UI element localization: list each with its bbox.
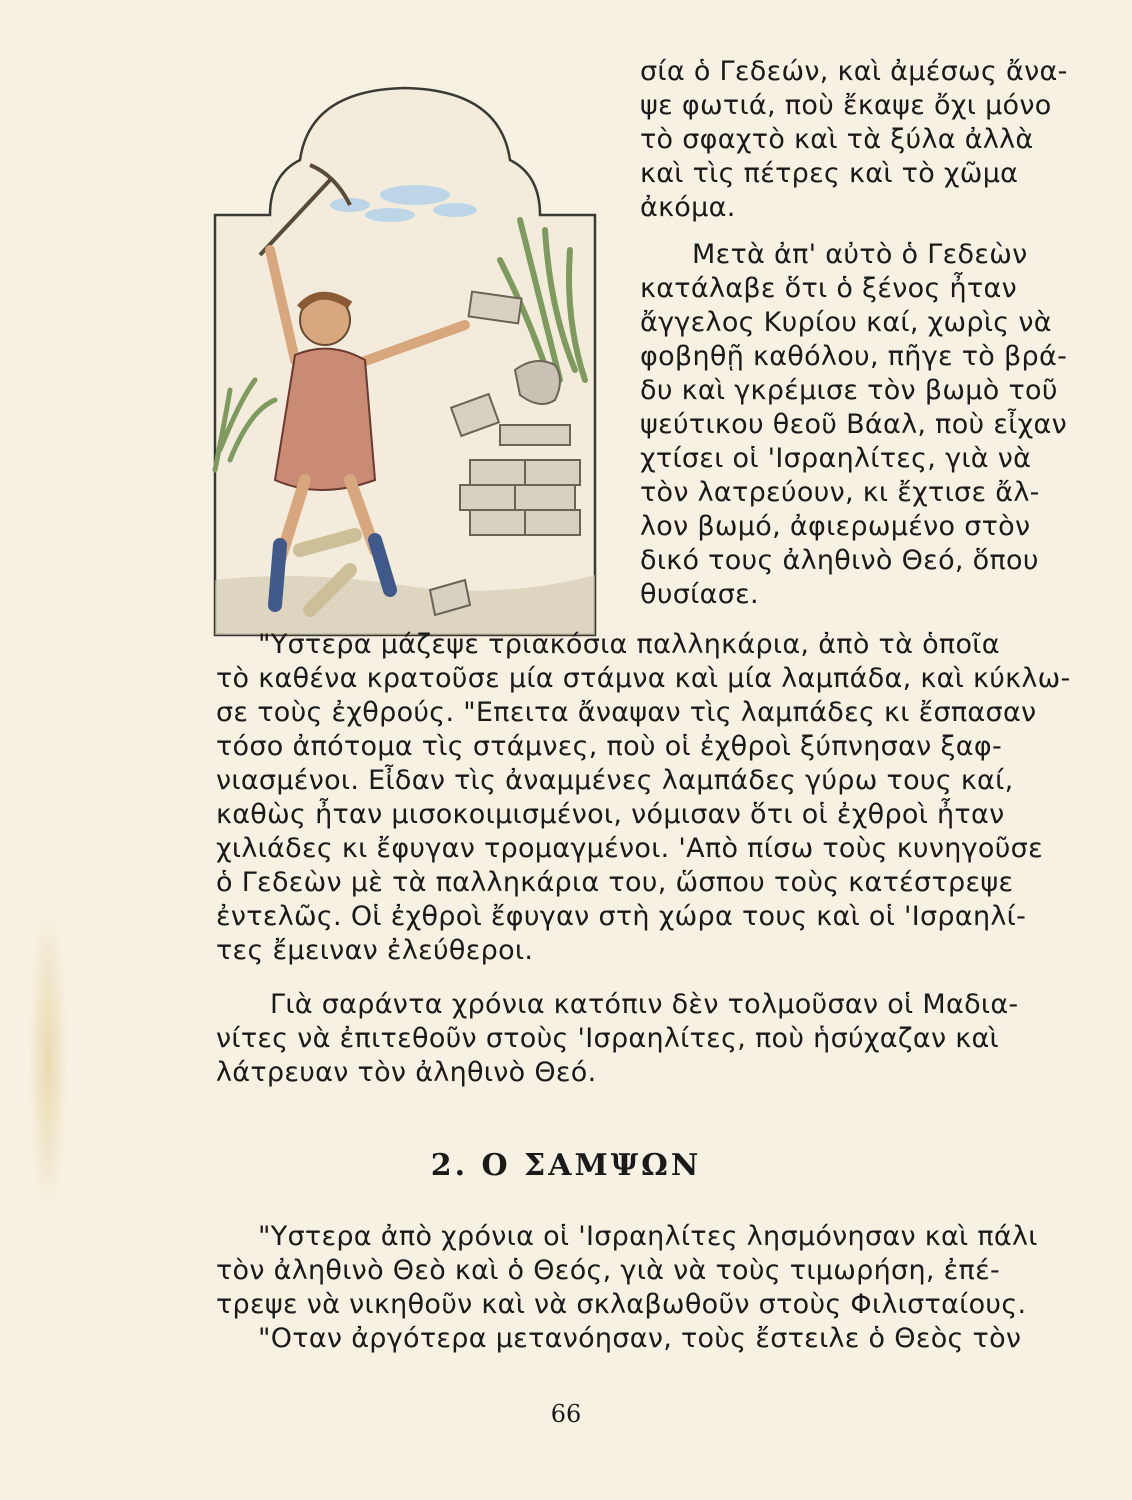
section-heading: 2. Ο ΣΑΜΨΩΝ — [430, 1148, 702, 1183]
text-line: σία ὁ Γεδεών, καὶ ἀμέσως ἄνα- — [640, 56, 1068, 87]
text-line: ψε φωτιά, ποὺ ἔκαψε ὄχι μόνο — [640, 90, 1052, 121]
text-line: ὁ Γεδεὼν μὲ τὰ παλληκάρια του, ὥσπου τοὺς κατέστρεψε — [216, 867, 1014, 898]
text-line: τες ἔμειναν ἐλεύθεροι. — [216, 935, 534, 966]
text-line: Μετὰ ἀπ' αὐτὸ ὁ Γεδεὼν — [692, 239, 1028, 270]
gideon-illustration — [200, 80, 610, 640]
text-line: λάτρευαν τὸν ἀληθινὸ Θεό. — [216, 1057, 597, 1088]
text-line: σε τοὺς ἐχθρούς. "Επειτα ἄναψαν τὶς λαμπάδες κι ἔσπασαν — [216, 697, 1037, 728]
text-line: ἄγγελος Κυρίου καί, χωρὶς νὰ — [640, 307, 1052, 338]
text-line: "Υστερα μάζεψε τριακόσια παλληκάρια, ἀπὸ τὰ ὁποῖα — [258, 629, 1000, 660]
text-line: καθὼς ἦταν μισοκοιμισμένοι, νόμισαν ὅτι οἱ ἐχθροὶ ἦταν — [216, 799, 1005, 830]
text-line: δυ καὶ γκρέμισε τὸν βωμὸ τοῦ — [640, 375, 1058, 406]
text-line: τόσο ἀπότομα τὶς στάμνες, ποὺ οἱ ἐχθροὶ ξύπνησαν ξαφ- — [216, 731, 1003, 762]
text-line: νίτες νὰ ἐπιτεθοῦν στοὺς 'Ισραηλίτες, ποὺ ἡσύχαζαν καὶ — [216, 1023, 999, 1054]
text-line: χτίσει οἱ 'Ισραηλίτες, γιὰ νὰ — [640, 443, 1032, 474]
text-line: κατάλαβε ὅτι ὁ ξένος ἦταν — [640, 273, 1017, 304]
text-line: νιασμένοι. Εἶδαν τὶς ἀναμμένες λαμπάδες γύρω τους καί, — [216, 765, 1014, 796]
text-line: Γιὰ σαράντα χρόνια κατόπιν δὲν τολμοῦσαν οἱ Μαδια- — [270, 989, 1019, 1020]
text-line: τὸν ἀληθινὸ Θεὸ καὶ ὁ Θεός, γιὰ νὰ τοὺς τιμωρήση, ἐπέ- — [216, 1255, 1001, 1286]
text-line: "Υστερα ἀπὸ χρόνια οἱ 'Ισραηλίτες λησμόνησαν καὶ πάλι — [258, 1221, 1038, 1252]
text-line: ἀκόμα. — [640, 192, 736, 223]
text-line: ψεύτικου θεοῦ Βάαλ, ποὺ εἶχαν — [640, 409, 1068, 440]
cloud — [380, 185, 450, 205]
text-line: τρεψε νὰ νικηθοῦν καὶ νὰ σκλαβωθοῦν στοὺς Φιλισταίους. — [216, 1289, 1027, 1320]
text-line: λον βωμό, ἀφιερωμένο στὸν — [640, 511, 1031, 542]
cloud — [365, 208, 415, 222]
text-line: τὸ σφαχτὸ καὶ τὰ ξύλα ἀλλὰ — [640, 124, 1034, 155]
text-line: τὸν λατρεύουν, κι ἔχτισε ἄλ- — [640, 477, 1040, 508]
text-line: χιλιάδες κι ἔφυγαν τρομαγμένοι. 'Απὸ πίσω τοὺς κυνηγοῦσε — [216, 833, 1043, 864]
text-line: "Οταν ἀργότερα μετανόησαν, τοὺς ἔστειλε ὁ Θεὸς τὸν — [258, 1323, 1022, 1354]
text-line: καὶ τὶς πέτρες καὶ τὸ χῶμα — [640, 158, 1019, 189]
text-line: θυσίασε. — [640, 579, 759, 610]
page-number: 66 — [550, 1400, 582, 1428]
text-line: τὸ καθένα κρατοῦσε μία στάμνα καὶ μία λαμπάδα, καὶ κύκλω- — [216, 663, 1071, 694]
text-line: ἐντελῶς. Οἱ ἐχθροὶ ἔφυγαν στὴ χώρα τους καὶ οἱ 'Ισραηλί- — [216, 901, 1027, 932]
text-line: δικό τους ἀληθινὸ Θεό, ὅπου — [640, 545, 1039, 576]
cloud — [433, 203, 477, 217]
text-line: φοβηθῇ καθόλου, πῆγε τὸ βρά- — [640, 341, 1068, 372]
